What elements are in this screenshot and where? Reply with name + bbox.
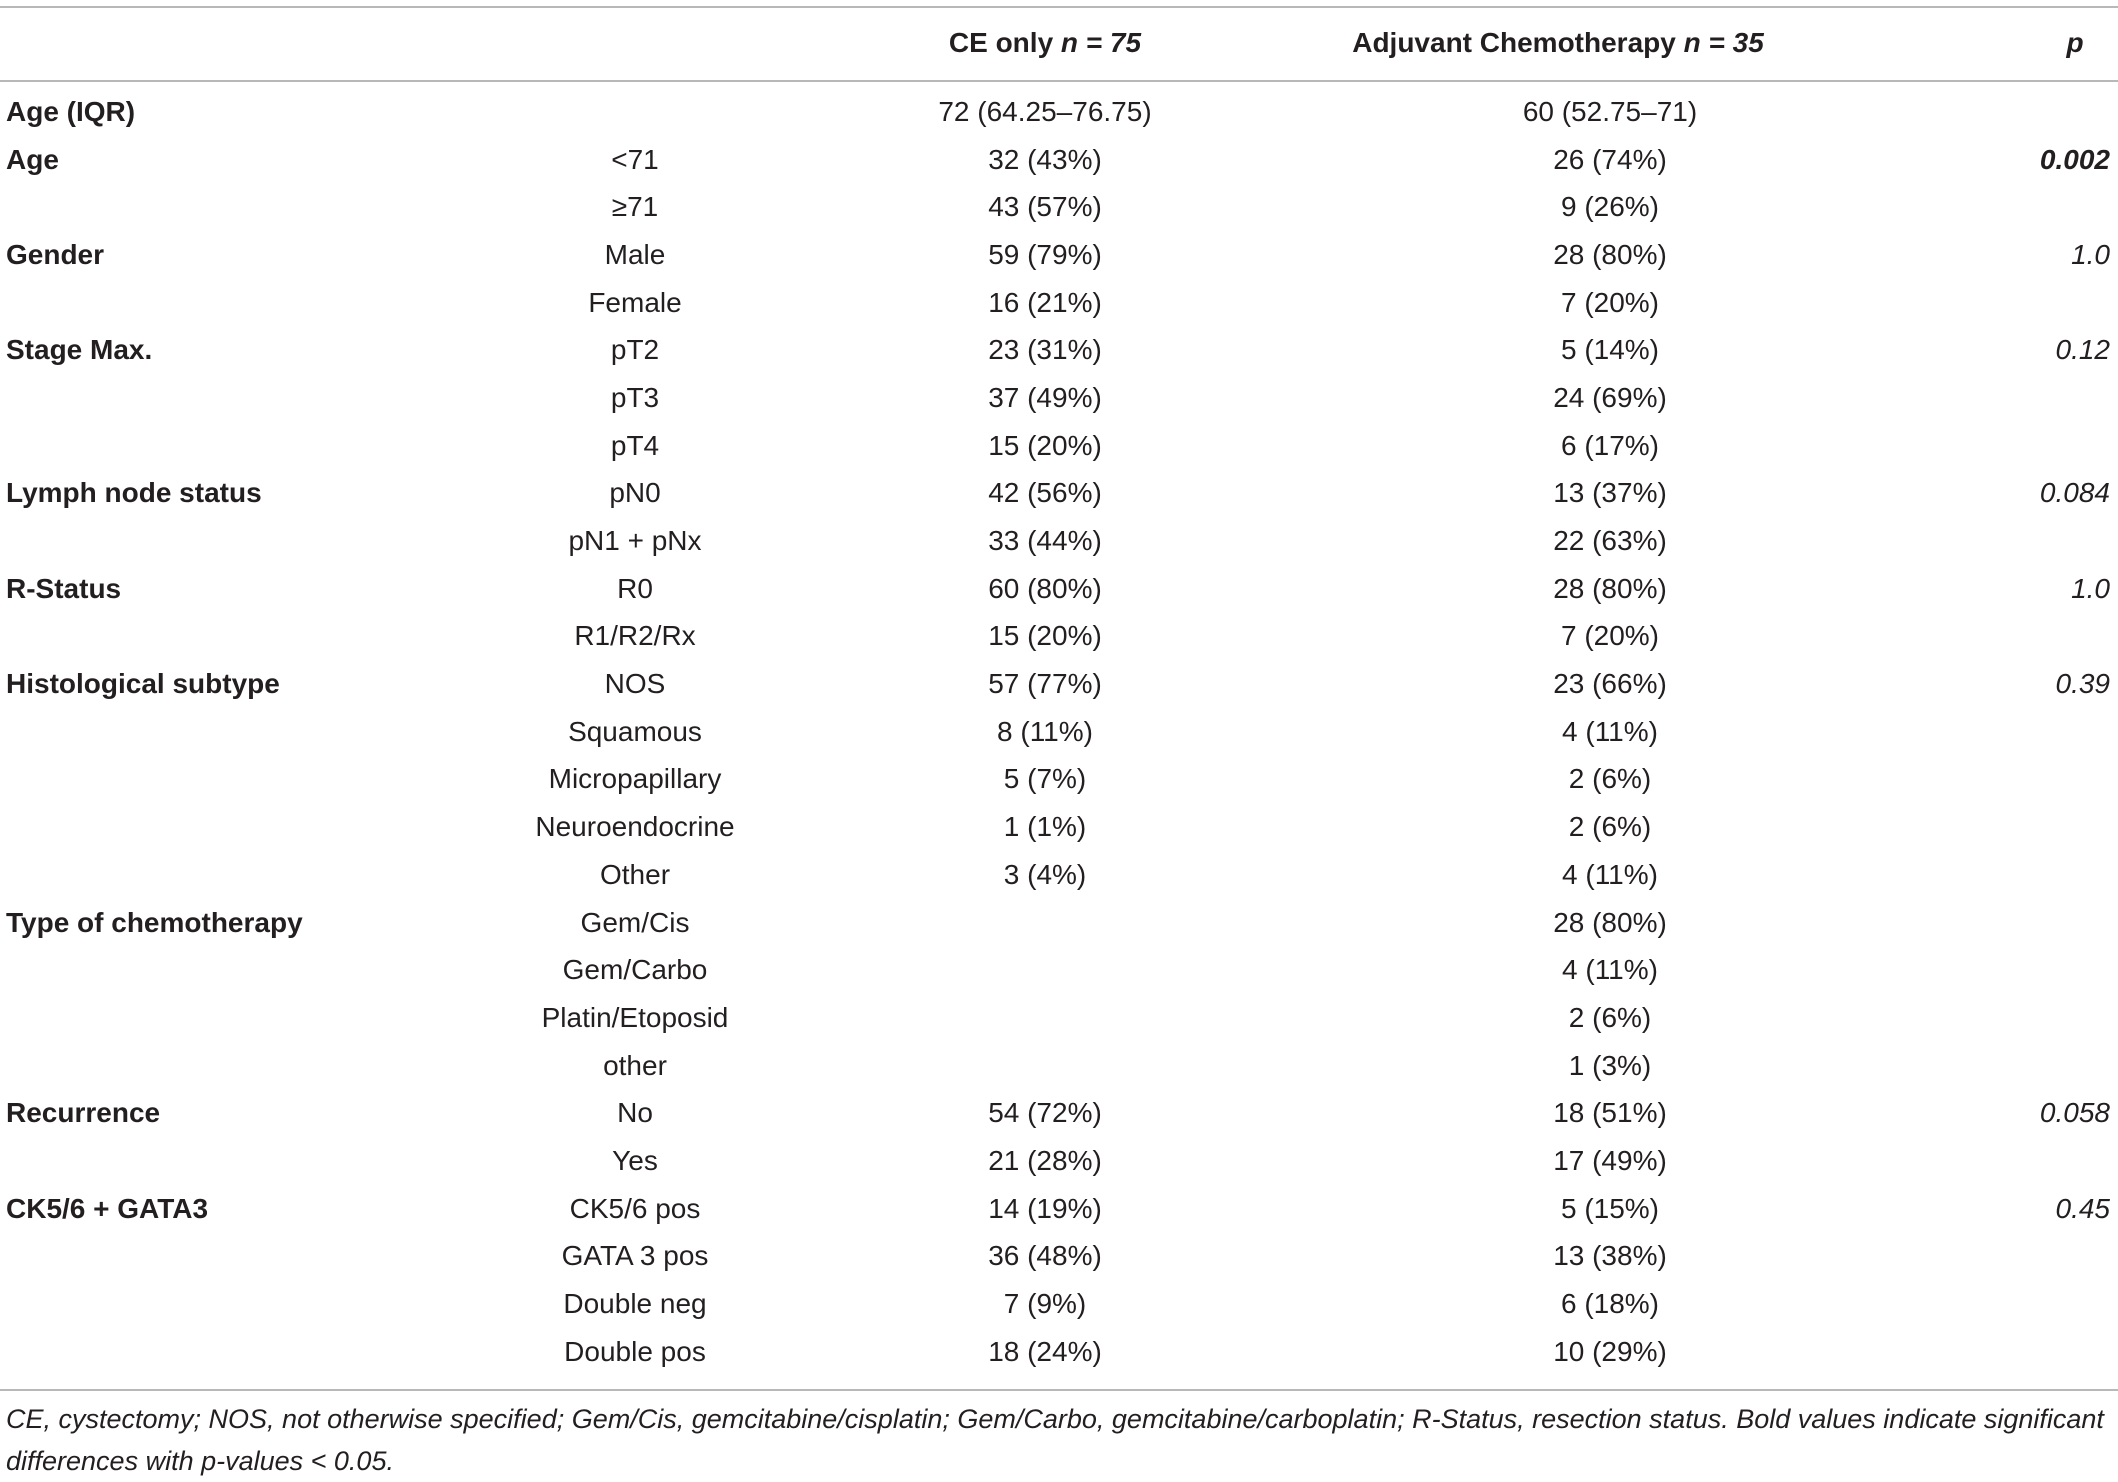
row-ce-value: 42 (56%) — [988, 477, 1102, 509]
row-level: Platin/Etoposid — [541, 1001, 729, 1033]
table-row — [0, 660, 2118, 708]
row-adjuvant-value: 2 (6%) — [1568, 1001, 1652, 1033]
row-adjuvant-value: 4 (11%) — [1562, 954, 1658, 986]
row-p-value — [1960, 899, 2118, 947]
header-ce-only — [860, 6, 1230, 80]
bottom-rule — [0, 1389, 2118, 1391]
table-row — [0, 803, 2118, 851]
row-ce-value: 18 (24%) — [988, 1335, 1102, 1367]
row-p-value — [1960, 613, 2118, 661]
row-p-value — [1960, 279, 2118, 327]
row-adjuvant-value: 18 (51%) — [1553, 1097, 1667, 1129]
row-adjuvant-value: 2 (6%) — [1568, 811, 1652, 843]
row-level: R0 — [617, 572, 653, 604]
header-adjuvant — [1260, 6, 1960, 80]
footnote: CE, cystectomy; NOS, not otherwise specified; Gem/Cis, gemcitabine/cisplatin; Gem/Carbo, gemcitabine/carboplatin; R-Status, resection status. Bold values indicate significant differences with p-values < 0.05. — [6, 1404, 2104, 1476]
table-row — [0, 1137, 2118, 1185]
row-variable: Type of chemotherapy — [6, 906, 303, 938]
row-ce-value: 59 (79%) — [988, 238, 1102, 270]
row-level: Micropapillary — [548, 763, 722, 795]
row-variable: Stage Max. — [6, 334, 153, 366]
row-level: NOS — [604, 668, 666, 700]
row-adjuvant-value: 4 (11%) — [1562, 858, 1658, 890]
row-adjuvant-value: 13 (38%) — [1553, 1240, 1667, 1272]
table-row — [0, 470, 2118, 518]
row-adjuvant-value: 4 (11%) — [1562, 715, 1658, 747]
row-ce-value: 21 (28%) — [988, 1144, 1102, 1176]
row-adjuvant-value: 5 (15%) — [1560, 1192, 1660, 1224]
row-adjuvant-value: 26 (74%) — [1553, 143, 1667, 175]
row-level: other — [603, 1049, 667, 1081]
row-variable — [0, 1280, 440, 1328]
table-row — [0, 374, 2118, 422]
table-body — [0, 88, 2118, 1376]
row-ce-value: 3 (4%) — [1003, 858, 1087, 890]
row-level: Squamous — [568, 715, 702, 747]
table-row — [0, 422, 2118, 470]
row-ce-value: 16 (21%) — [988, 286, 1102, 318]
table-row — [0, 1280, 2118, 1328]
table-row — [0, 1185, 2118, 1233]
row-variable: Lymph node status — [6, 477, 262, 509]
row-ce-value — [830, 994, 1260, 1042]
row-level: pT2 — [610, 334, 660, 366]
row-variable — [0, 613, 440, 661]
row-p-value — [1960, 422, 2118, 470]
row-adjuvant-value: 10 (29%) — [1553, 1335, 1667, 1367]
row-variable — [0, 1137, 440, 1185]
row-variable — [0, 279, 440, 327]
table-row — [0, 851, 2118, 899]
row-level: Neuroendocrine — [535, 811, 735, 843]
row-adjuvant-value: 28 (80%) — [1553, 572, 1667, 604]
row-adjuvant-value: 13 (37%) — [1553, 477, 1667, 509]
header-rule — [0, 80, 2118, 82]
row-ce-value: 60 (80%) — [988, 572, 1102, 604]
row-p-value: 0.058 — [2039, 1097, 2110, 1129]
table-row — [0, 1089, 2118, 1137]
row-level: Gem/Cis — [580, 906, 690, 938]
row-variable: Histological subtype — [6, 668, 280, 700]
row-level: GATA 3 pos — [561, 1240, 709, 1272]
row-level: Double neg — [563, 1288, 707, 1320]
row-variable — [0, 1042, 440, 1090]
table-row — [0, 994, 2118, 1042]
table-row — [0, 326, 2118, 374]
table-row — [0, 1233, 2118, 1281]
row-variable — [0, 183, 440, 231]
table-row — [0, 183, 2118, 231]
row-ce-value: 7 (9%) — [1003, 1288, 1087, 1320]
row-p-value: 0.002 — [2039, 143, 2110, 175]
row-ce-value: 1 (1%) — [1003, 811, 1087, 843]
row-level: pT4 — [610, 429, 660, 461]
row-ce-value: 32 (43%) — [988, 143, 1102, 175]
row-p-value — [1960, 88, 2118, 136]
row-p-value: 0.084 — [2039, 477, 2110, 509]
header-adj-n: n = 35 — [1683, 27, 1764, 58]
row-ce-value: 57 (77%) — [988, 668, 1102, 700]
row-ce-value: 36 (48%) — [988, 1240, 1102, 1272]
row-adjuvant-value: 6 (18%) — [1560, 1288, 1660, 1320]
row-adjuvant-value: 7 (20%) — [1560, 620, 1660, 652]
row-adjuvant-value: 2 (6%) — [1568, 763, 1652, 795]
header-ce-label: CE only — [948, 27, 1054, 58]
row-variable: CK5/6 + GATA3 — [6, 1192, 209, 1224]
row-level: ≥71 — [611, 191, 659, 223]
table-row — [0, 613, 2118, 661]
header-ce-n: n = 75 — [1060, 27, 1142, 58]
row-ce-value: 37 (49%) — [988, 381, 1102, 413]
row-level: pN1 + pNx — [568, 525, 702, 557]
table-row — [0, 136, 2118, 184]
row-ce-value: 14 (19%) — [988, 1192, 1102, 1224]
header-adj-label: Adjuvant Chemotherapy — [1352, 27, 1676, 58]
row-variable: R-Status — [6, 572, 122, 604]
row-p-value — [1960, 851, 2118, 899]
row-ce-value: 15 (20%) — [988, 429, 1102, 461]
table-row — [0, 899, 2118, 947]
row-variable — [0, 946, 440, 994]
table-row — [0, 231, 2118, 279]
header-p — [2050, 6, 2100, 80]
data-table — [0, 88, 2118, 1376]
row-level: <71 — [611, 143, 659, 175]
row-variable: Age (IQR) — [6, 95, 136, 127]
row-adjuvant-value: 28 (80%) — [1553, 238, 1667, 270]
row-adjuvant-value: 5 (14%) — [1560, 334, 1660, 366]
row-p-value: 0.39 — [2055, 668, 2110, 700]
row-adjuvant-value: 7 (20%) — [1560, 286, 1660, 318]
table-row — [0, 517, 2118, 565]
table-row — [0, 88, 2118, 136]
row-level: Gem/Carbo — [562, 954, 708, 986]
row-variable: Age — [6, 143, 59, 175]
table-row — [0, 565, 2118, 613]
header-p-label: p — [2066, 27, 2084, 58]
table-row — [0, 1042, 2118, 1090]
table-row — [0, 756, 2118, 804]
row-level: Yes — [612, 1144, 658, 1176]
row-variable — [0, 994, 440, 1042]
table-row — [0, 946, 2118, 994]
row-variable — [0, 1328, 440, 1376]
row-adjuvant-value: 24 (69%) — [1553, 381, 1667, 413]
row-variable — [0, 803, 440, 851]
row-variable: Gender — [6, 238, 105, 270]
row-p-value — [1960, 994, 2118, 1042]
row-adjuvant-value: 1 (3%) — [1568, 1049, 1652, 1081]
row-p-value — [1960, 1280, 2118, 1328]
row-level: R1/R2/Rx — [574, 620, 696, 652]
row-ce-value: 54 (72%) — [988, 1097, 1102, 1129]
row-level: Female — [588, 286, 682, 318]
row-ce-value — [830, 899, 1260, 947]
row-variable: Recurrence — [6, 1097, 161, 1129]
row-variable — [0, 517, 440, 565]
row-variable — [0, 422, 440, 470]
row-p-value — [1960, 1328, 2118, 1376]
row-ce-value: 8 (11%) — [997, 715, 1093, 747]
row-variable — [0, 374, 440, 422]
row-p-value: 1.0 — [2071, 572, 2110, 604]
row-adjuvant-value: 23 (66%) — [1553, 668, 1667, 700]
row-adjuvant-value: 6 (17%) — [1560, 429, 1660, 461]
row-ce-value: 33 (44%) — [988, 525, 1102, 557]
row-variable — [0, 1233, 440, 1281]
row-p-value — [1960, 183, 2118, 231]
row-adjuvant-value: 60 (52.75–71) — [1522, 95, 1698, 127]
row-ce-value: 5 (7%) — [1003, 763, 1087, 795]
row-p-value — [1960, 708, 2118, 756]
row-p-value — [1960, 946, 2118, 994]
row-adjuvant-value: 28 (80%) — [1553, 906, 1667, 938]
row-ce-value — [830, 946, 1260, 994]
row-adjuvant-value: 17 (49%) — [1553, 1144, 1667, 1176]
row-p-value — [1960, 517, 2118, 565]
row-p-value — [1960, 374, 2118, 422]
row-p-value — [1960, 756, 2118, 804]
row-p-value: 0.12 — [2055, 334, 2110, 366]
row-variable — [0, 708, 440, 756]
row-level: CK5/6 pos — [569, 1192, 701, 1224]
row-p-value — [1960, 1042, 2118, 1090]
row-adjuvant-value: 9 (26%) — [1560, 191, 1660, 223]
row-level: Male — [604, 238, 666, 270]
row-ce-value — [830, 1042, 1260, 1090]
row-variable — [0, 851, 440, 899]
row-p-value — [1960, 1233, 2118, 1281]
row-p-value: 1.0 — [2071, 238, 2110, 270]
row-level: pT3 — [610, 381, 660, 413]
row-level: Double pos — [564, 1335, 706, 1367]
row-ce-value: 15 (20%) — [988, 620, 1102, 652]
row-level — [440, 88, 830, 136]
row-adjuvant-value: 22 (63%) — [1553, 525, 1667, 557]
row-variable — [0, 756, 440, 804]
table-row — [0, 708, 2118, 756]
row-ce-value: 23 (31%) — [988, 334, 1102, 366]
row-level: Other — [599, 858, 671, 890]
row-level: No — [617, 1097, 653, 1129]
row-ce-value: 43 (57%) — [988, 191, 1102, 223]
row-ce-value: 72 (64.25–76.75) — [938, 95, 1152, 127]
row-p-value: 0.45 — [2055, 1192, 2110, 1224]
table-row — [0, 279, 2118, 327]
row-level: pN0 — [609, 477, 661, 509]
row-p-value — [1960, 1137, 2118, 1185]
table-row — [0, 1328, 2118, 1376]
row-p-value — [1960, 803, 2118, 851]
